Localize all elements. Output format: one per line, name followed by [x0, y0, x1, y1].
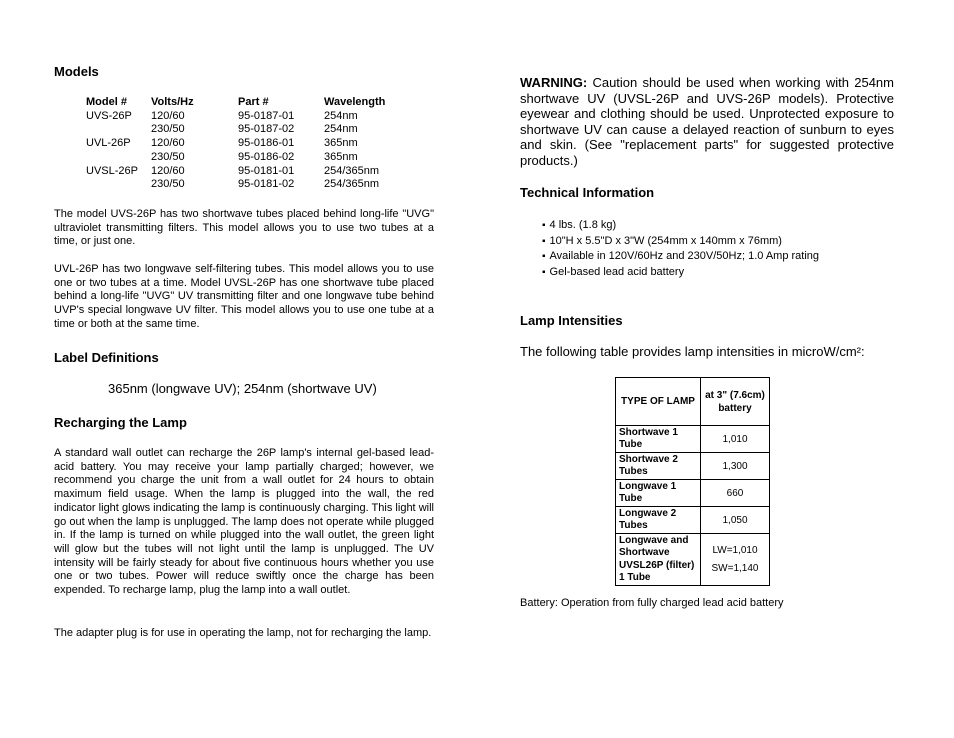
lamp-type-cell: Shortwave 1 Tube: [616, 426, 701, 453]
intensity-cell: [701, 534, 770, 586]
header-type: TYPE OF LAMP: [616, 378, 701, 426]
table-row: [616, 507, 770, 534]
wavelength-cell: 254/365nm: [324, 164, 380, 177]
table-row: [86, 110, 404, 124]
intensity-cell: 1,300: [701, 453, 770, 480]
models-table: [86, 96, 404, 192]
models-heading: Models: [54, 64, 99, 79]
lamp-type-cell: Shortwave 2 Tubes: [616, 453, 701, 480]
intensity-cell: 1,010: [701, 426, 770, 453]
lamp-type-cell: Longwave 2 Tubes: [616, 507, 701, 534]
wavelength-cell: 365nm: [324, 150, 358, 163]
volts-cell: 120/60: [151, 109, 185, 122]
technical-information-heading: Technical Information: [520, 185, 655, 200]
warning-text: Caution should be used when working with 254nm shortwave UV (UVSL-26P and UVS-26P models). Protective eyewear and clothing should be used. Unprotected exposure to shortwave UV can cause a delayed reaction of sunburn to eyes and skin. (See "replacement parts" for suggested protective products.): [520, 75, 894, 168]
intensities-intro: The following table provides lamp intensities in microW/cm²:: [520, 344, 865, 359]
list-item: ▪ 4 lbs. (1.8 kg): [542, 218, 819, 234]
warning-label: WARNING:: [520, 75, 588, 90]
header-model: Model #: [86, 96, 127, 108]
volts-cell: 230/50: [151, 123, 185, 136]
part-cell: 95-0181-01: [238, 164, 295, 177]
uvs-description: The model UVS-26P has two shortwave tubes placed behind long-life "UVG" ultraviolet transmitting filters. This model allows you to use two tubes at a time, or just one.: [54, 208, 434, 248]
part-cell: 95-0187-01: [238, 109, 295, 122]
recharging-heading: Recharging the Lamp: [54, 415, 187, 430]
intensity-table: [615, 377, 770, 586]
model-cell: UVSL-26P: [86, 164, 138, 177]
lamp-type-cell: Longwave and Shortwave UVSL26P (filter) 1 Tube: [616, 534, 701, 586]
header-wavelength: Wavelength: [324, 96, 386, 108]
lamp-intensities-heading: Lamp Intensities: [520, 313, 623, 328]
lamp-type-cell: Longwave 1 Tube: [616, 480, 701, 507]
volts-cell: 230/50: [151, 150, 185, 163]
label-definitions-text: 365nm (longwave UV); 254nm (shortwave UV): [108, 381, 377, 396]
battery-note: Battery: Operation from fully charged lead acid battery: [520, 597, 784, 609]
model-cell: [86, 123, 151, 137]
part-cell: 95-0186-02: [238, 150, 295, 163]
table-row: [616, 453, 770, 480]
recharging-text: A standard wall outlet can recharge the 26P lamp's internal gel-based lead-acid battery. You may receive your lamp partially charged; however, we recommend you charge the unit from a wall outlet for 24 hours to obtain maximum field usage. When the lamp is plugged into the wall, the red indicator light glows indicating the lamp is continuously charging. This light will go out when the lamp is unplugged. The lamp does not operate while plugged in. If the lamp is turned on while plugged into the wall outlet, the green light will glow but the tubes will not light until the lamp is unplugged. The UV intensity will be fairly steady for about five continuous hours whether you use one or two tubes. Power will reduce swiftly once the charge has been expended. To recharge lamp, plug the lamp into a wall outlet.: [54, 447, 434, 597]
table-row: [86, 165, 404, 179]
wavelength-cell: 254/365nm: [324, 178, 380, 191]
table-row: [616, 534, 770, 586]
wavelength-cell: 254nm: [324, 109, 358, 122]
model-cell: [86, 178, 151, 192]
longwave-value: LW=1,010: [712, 544, 758, 556]
volts-cell: 120/60: [151, 164, 185, 177]
model-cell: [86, 151, 151, 165]
list-item: ▪ 10"H x 5.5"D x 3"W (254mm x 140mm x 76mm): [542, 234, 819, 250]
table-row: [86, 151, 404, 165]
header-distance: at 3" (7.6cm) battery: [701, 378, 770, 426]
table-row: [616, 426, 770, 453]
table-row: [86, 178, 404, 192]
volts-cell: 120/60: [151, 137, 185, 150]
list-item: ▪ Available in 120V/60Hz and 230V/50Hz; 1.0 Amp rating: [542, 249, 819, 265]
adapter-note: The adapter plug is for use in operating the lamp, not for recharging the lamp.: [54, 627, 432, 639]
header-part: Part #: [238, 96, 269, 108]
header-volts: Volts/Hz: [151, 96, 194, 108]
intensity-cell: 1,050: [701, 507, 770, 534]
warning-paragraph: [520, 75, 894, 169]
part-cell: 95-0181-02: [238, 178, 295, 191]
part-cell: 95-0186-01: [238, 137, 295, 150]
table-row: [86, 137, 404, 151]
uvl-description: UVL-26P has two longwave self-filtering tubes. This model allows you to use one or two tubes at a time. Model UVSL-26P has one shortwave tube placed behind a long-life "UVG" UV transmitting filter and one longwave tube behind UVP's special longwave UV filter. This model allows you to use one tube at a time or both at the same time.: [54, 263, 434, 330]
model-cell: UVS-26P: [86, 109, 132, 122]
technical-list: [542, 218, 819, 280]
wavelength-cell: 365nm: [324, 137, 358, 150]
label-definitions-heading: Label Definitions: [54, 350, 159, 365]
models-table-header: [86, 96, 404, 110]
part-cell: 95-0187-02: [238, 123, 295, 136]
table-row: [616, 480, 770, 507]
volts-cell: 230/50: [151, 178, 185, 191]
intensity-cell: 660: [701, 480, 770, 507]
intensity-table-header: [616, 378, 770, 426]
list-item: ▪ Gel-based lead acid battery: [542, 265, 819, 281]
model-cell: UVL-26P: [86, 137, 131, 150]
shortwave-value: SW=1,140: [711, 562, 759, 574]
wavelength-cell: 254nm: [324, 123, 358, 136]
table-row: [86, 123, 404, 137]
